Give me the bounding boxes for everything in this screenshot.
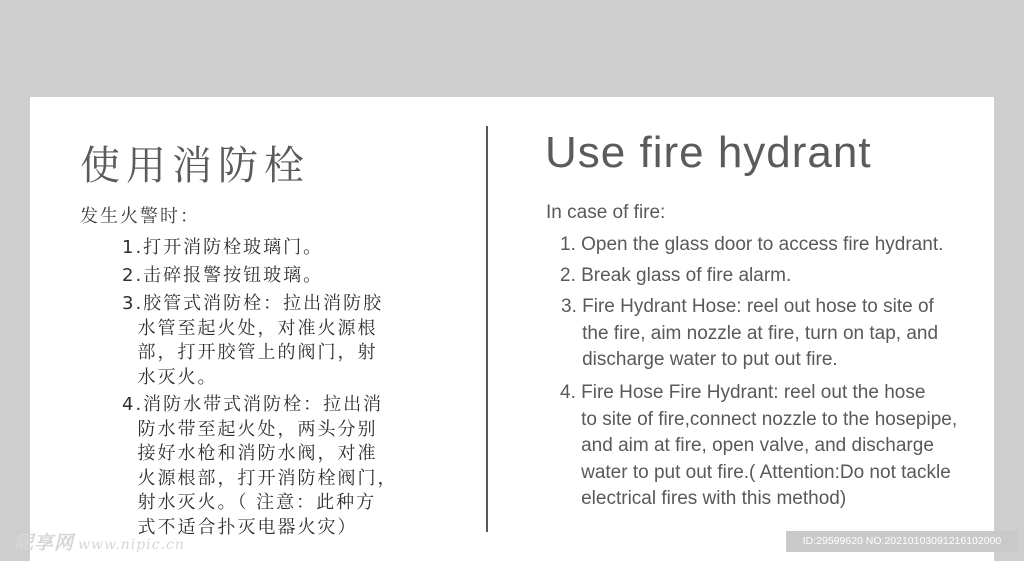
english-step-3: 3. Fire Hydrant Hose: reel out hose to site of the fire, aim nozzle at fire, turn on tap, and discharge water to put out fire.	[561, 296, 939, 370]
watermark-brand: 昵享网	[14, 532, 75, 554]
english-intro: In case of fire:	[546, 202, 666, 223]
image-id-bar: ID:29599620 NO:20210103091216102000	[786, 531, 1018, 552]
chinese-intro: 发生火警时：	[80, 206, 200, 227]
chinese-step-3: 3.胶管式消防栓：拉出消防胶 水管至起火处，对准火源根 部，打开胶管上的阀门，射 水灭火。	[122, 293, 384, 388]
english-step-4: 4. Fire Hose Fire Hydrant: reel out the hose to site of fire,connect nozzle to the hosepipe, and aim at fire, open valve, and discharge water to put out fire.( Attention:Do not tackle electrical fires with this method)	[560, 382, 958, 509]
chinese-step-1: 1.打开消防栓玻璃门。	[122, 237, 324, 258]
english-step-1: 1. Open the glass door to access fire hydrant.	[560, 234, 944, 255]
chinese-step-2: 2.击碎报警按钮玻璃。	[122, 265, 324, 286]
english-step-2: 2. Break glass of fire alarm.	[560, 265, 792, 286]
chinese-step-4: 4.消防水带式消防栓：拉出消 防水带至起火处，两头分别 接好水枪和消防水阀，对准 火源根部，打开消防栓阀门， 射水灭火。（ 注意：此种方 式不适合扑灭电器火灾）	[122, 394, 398, 538]
english-title: Use fire hydrant	[545, 128, 872, 177]
watermark	[14, 528, 185, 555]
watermark-url: www.nipic.cn	[78, 537, 185, 553]
column-divider	[486, 126, 488, 532]
chinese-title: 使用消防栓	[80, 143, 310, 189]
